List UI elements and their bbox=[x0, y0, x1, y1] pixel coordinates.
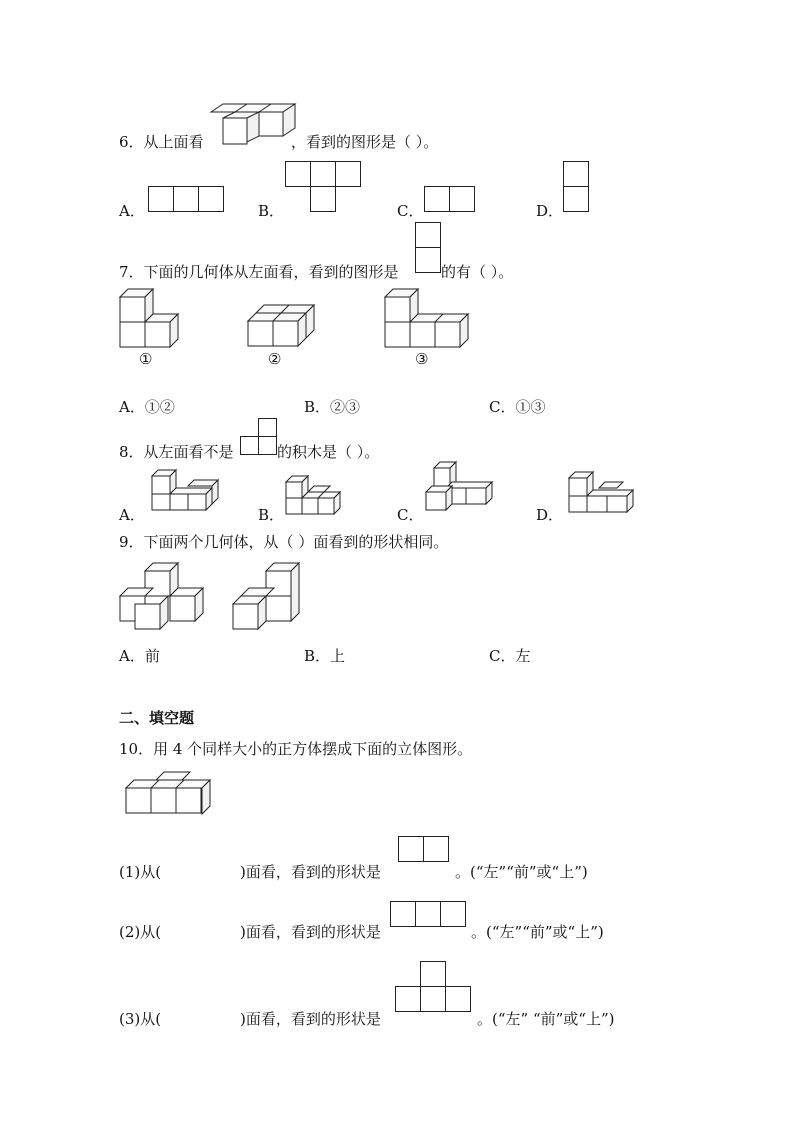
q10-part2-blank[interactable] bbox=[162, 918, 238, 938]
q6-stem-suffix: ，看到的图形是（ ）。 bbox=[291, 133, 439, 151]
q10-part2-shape bbox=[390, 901, 469, 928]
q7-figure-3-label: ③ bbox=[415, 350, 429, 368]
q8-option-a[interactable]: A． bbox=[119, 506, 145, 524]
q10-part3-middle: )面看，看到的形状是 bbox=[240, 1010, 381, 1028]
q6-option-c-shape bbox=[424, 186, 477, 213]
q9-stem: 9．下面两个几何体，从（ ）面看到的形状相同。 bbox=[119, 533, 449, 551]
q6-stem-prefix: 6．从上面看 bbox=[119, 133, 204, 151]
q10-part1-prefix: (1)从( bbox=[119, 863, 162, 881]
q10-part2-middle: )面看，看到的形状是 bbox=[240, 923, 381, 941]
q7-figure-2 bbox=[248, 305, 314, 347]
q9-option-b[interactable]: B．上 bbox=[304, 647, 346, 665]
q9-figure-2 bbox=[233, 563, 299, 629]
q6-option-a-shape bbox=[148, 186, 226, 213]
q6-cube-figure bbox=[205, 102, 295, 147]
q10-cube-figure bbox=[126, 772, 210, 814]
q10-part3-prefix: (3)从( bbox=[119, 1010, 162, 1028]
q8-stem-prefix: 8．从左面看不是 bbox=[119, 443, 234, 461]
section-title: 二、填空题 bbox=[119, 709, 195, 727]
q10-part3-shape bbox=[395, 961, 474, 1014]
q10-part2-prefix: (2)从( bbox=[119, 923, 162, 941]
q10-part1-shape bbox=[398, 836, 451, 863]
q9-option-c[interactable]: C．左 bbox=[489, 647, 531, 665]
q10-part3-suffix: 。(“左” “前”或“上”) bbox=[477, 1010, 615, 1028]
q8-stem-suffix: 的积木是（ ）。 bbox=[277, 443, 380, 461]
q8-inline-shape bbox=[240, 418, 278, 456]
q7-stem-suffix: 的有（ ）。 bbox=[441, 263, 514, 281]
q8-option-b[interactable]: B． bbox=[258, 506, 285, 524]
q7-option-b[interactable]: B．②③ bbox=[304, 398, 361, 416]
q7-stem-prefix: 7．下面的几何体从左面看，看到的图形是 bbox=[119, 263, 399, 281]
q8-option-a-blocks bbox=[152, 470, 218, 510]
q6-option-d-shape bbox=[563, 161, 590, 214]
q7-figure-1-label: ① bbox=[139, 350, 153, 368]
q8-option-d-blocks bbox=[569, 472, 633, 514]
q8-option-b-blocks bbox=[286, 476, 346, 514]
q7-inline-shape bbox=[415, 222, 442, 275]
q10-part2-suffix: 。(“左”“前”或“上”) bbox=[471, 923, 604, 941]
q7-option-c[interactable]: C．①③ bbox=[489, 398, 546, 416]
q10-part1-suffix: 。(“左”“前”或“上”) bbox=[455, 863, 588, 881]
q6-option-d[interactable]: D． bbox=[536, 202, 564, 220]
q6-option-c[interactable]: C． bbox=[397, 202, 424, 220]
q6-option-b-shape bbox=[285, 161, 363, 214]
q10-part1-blank[interactable] bbox=[162, 858, 238, 878]
q7-option-a[interactable]: A．①② bbox=[119, 398, 175, 416]
q10-part1-middle: )面看，看到的形状是 bbox=[240, 863, 381, 881]
q10-stem: 10．用 4 个同样大小的正方体摆成下面的立体图形。 bbox=[119, 740, 473, 758]
q8-option-d[interactable]: D． bbox=[536, 506, 564, 524]
q6-option-b[interactable]: B． bbox=[258, 202, 285, 220]
q9-figure-1 bbox=[120, 563, 204, 629]
q10-part3-blank[interactable] bbox=[162, 1005, 238, 1025]
q7-figure-3 bbox=[385, 289, 469, 347]
q7-figure-1 bbox=[120, 289, 180, 347]
q8-option-c[interactable]: C． bbox=[397, 506, 424, 524]
q8-option-c-blocks bbox=[426, 462, 492, 512]
q9-option-a[interactable]: A．前 bbox=[119, 647, 160, 665]
q7-figure-2-label: ② bbox=[268, 350, 282, 368]
q6-option-a[interactable]: A． bbox=[119, 202, 145, 220]
